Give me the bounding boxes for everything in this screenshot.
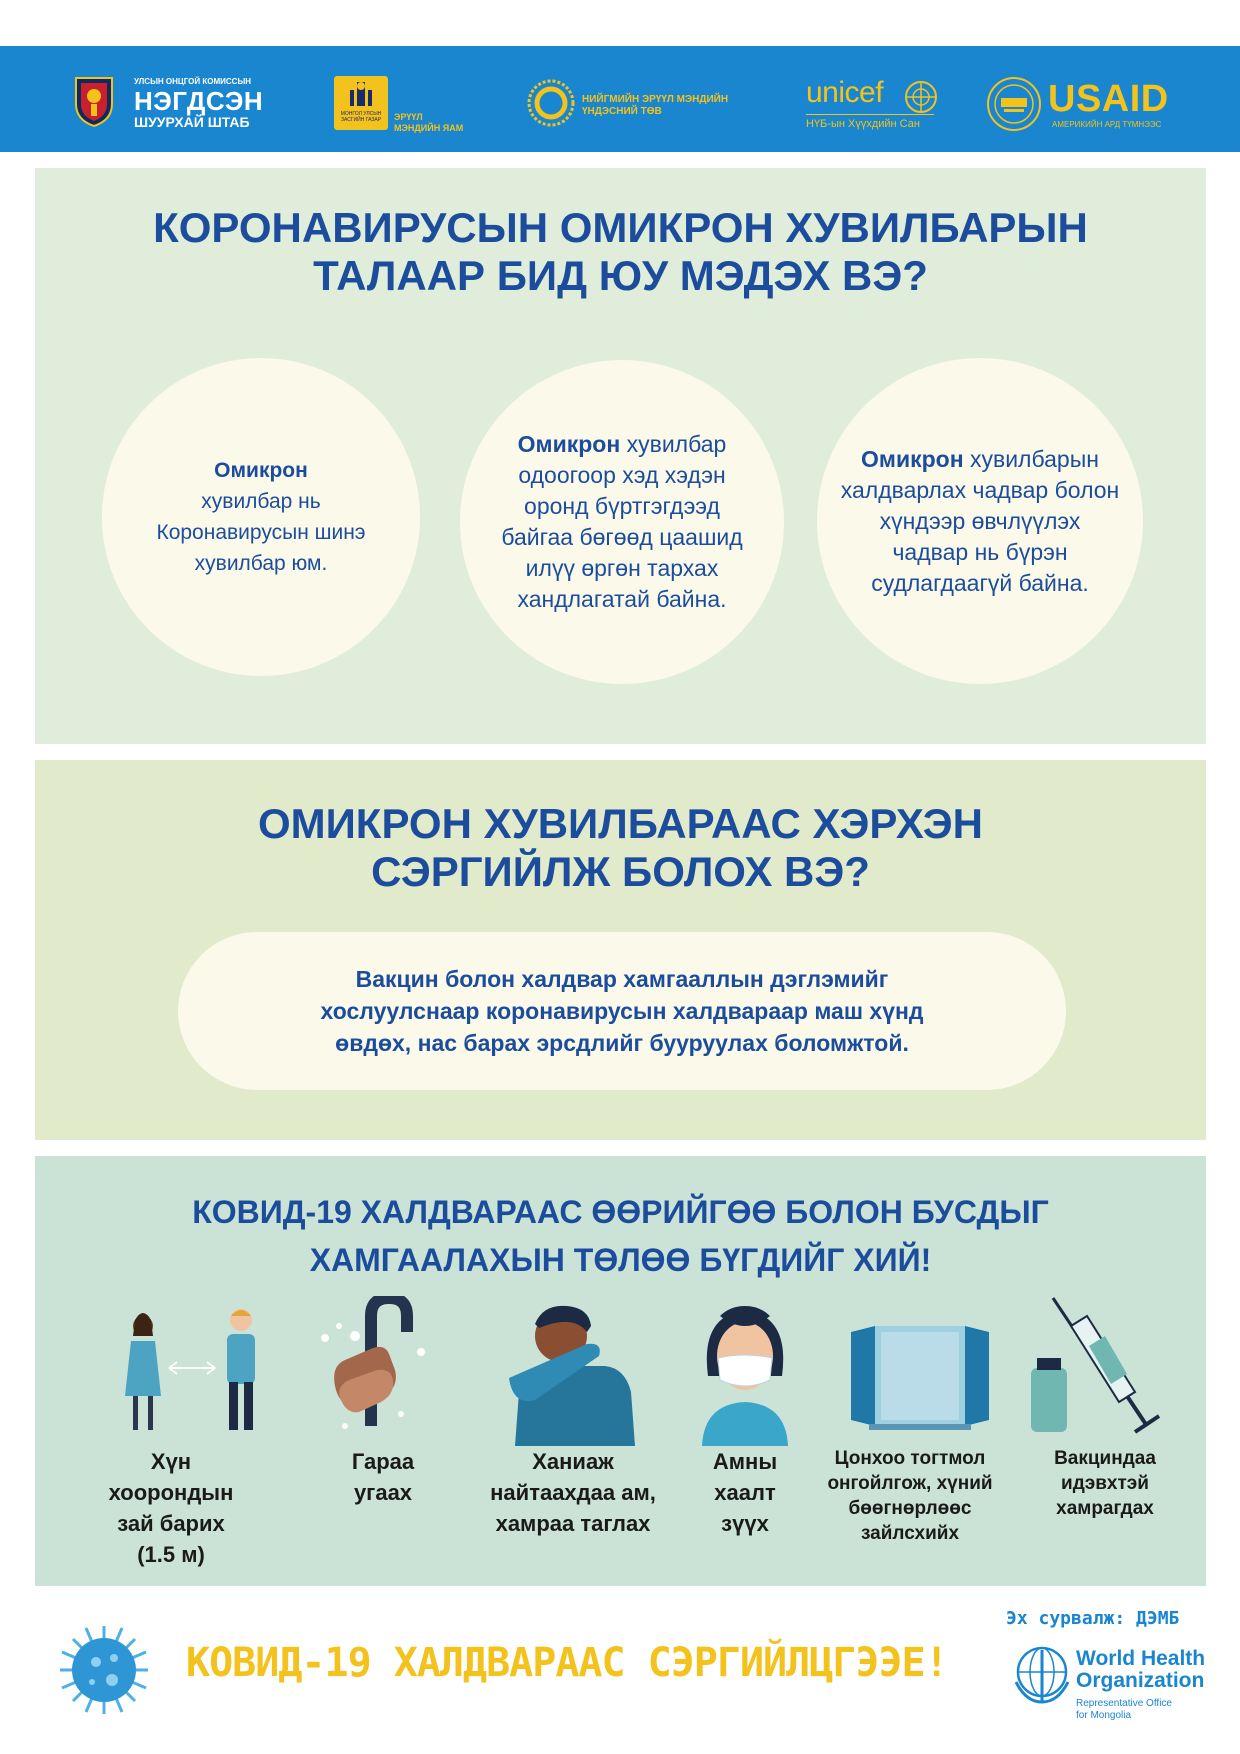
source-label: Эх сурвалж: ДЭМБ <box>1006 1608 1180 1629</box>
who-name-line1: World Health <box>1076 1647 1206 1670</box>
who-name <box>1076 1648 1205 1692</box>
omicron-facts-title <box>35 204 1206 300</box>
unicef-globe-icon <box>904 80 938 114</box>
ministry-name-line2: МЭНДИЙН ЯАМ <box>394 123 464 133</box>
omicron-facts-title-line2: ТАЛААР БИД ЮУ МЭДЭХ ВЭ? <box>313 252 928 299</box>
unicef-subtitle: НҮБ-ын Хүүхдийн Сан <box>806 118 920 130</box>
ngd-subtitle: ШУУРХАЙ ШТАБ <box>134 114 250 130</box>
action-label-4: Амны хаалт зүүх <box>712 1449 778 1536</box>
action-label-3: Ханиаж найтаахдаа ам, хамраа таглах <box>490 1449 656 1536</box>
fact-keyword-1: Омикрон <box>214 459 308 482</box>
prevention-text: Вакцин болон халдвар хамгааллын дэглэмийг хослуулснаар коронавирусын халдвараар маш хүнд өвдөх, нас барах эрсдлийг бууруулах боломжтой. <box>320 966 924 1056</box>
header-bar <box>0 46 1240 152</box>
action-label-1: Хүн хоорондын зай барих (1.5 м) <box>108 1449 234 1567</box>
prevention-section <box>35 760 1206 1140</box>
fact-keyword-3: Омикрон <box>861 445 964 472</box>
action-label-5: Цонхоо тогтмол онгойлгож, хүний бөөгнөрлөөс зайлсхийх <box>827 1448 993 1544</box>
ministry-emblem-icon <box>334 76 388 130</box>
who-name-line2: Organization <box>1076 1669 1205 1692</box>
fact-body-3: хувилбарын халдварлах чадвар болон хүндээр өвчлүүлэх чадвар нь бүрэн судлагдаагүй байна. <box>840 445 1120 596</box>
actions-title-line2: ХАМГААЛАХЫН ТӨЛӨӨ БҮГДИЙГ ХИЙ! <box>309 1242 932 1278</box>
actions-section <box>35 1156 1206 1586</box>
nert-name-line2: ҮНДЭСНИЙ ТӨВ <box>582 106 662 117</box>
ministry-logo <box>334 76 484 132</box>
nert-ring-icon <box>526 78 576 128</box>
prevention-callout <box>178 932 1066 1090</box>
fact-keyword-2: Омикрон <box>517 431 621 457</box>
distance-icon <box>105 1296 275 1446</box>
unicef-logo <box>806 76 946 134</box>
prevention-title <box>35 800 1206 896</box>
fact-body-1: хувилбар нь Коронавирусын шинэ хувилбар юм. <box>156 490 366 575</box>
ngd-logo <box>72 74 272 130</box>
who-office-line2: for Mongolia <box>1076 1710 1132 1721</box>
who-office-line1: Representative Office <box>1076 1698 1172 1709</box>
prevention-title-line2: СЭРГИЙЛЖ БОЛОХ ВЭ? <box>371 848 870 895</box>
ministry-name <box>394 112 463 134</box>
ministry-name-line1: ЭРҮҮЛ <box>394 112 423 122</box>
who-office <box>1076 1698 1172 1722</box>
actions-title <box>35 1188 1206 1284</box>
unicef-wordmark: unicef <box>806 76 884 109</box>
ngd-shield-icon <box>72 74 116 128</box>
ngd-title: НЭГДСЭН <box>134 86 264 116</box>
fact-text-3 <box>840 444 1120 599</box>
omicron-facts-title-line1: КОРОНАВИРУСЫН ОМИКРОН ХУВИЛБАРЫН <box>153 204 1088 251</box>
action-label-6: Вакциндаа идэвхтэй хамрагдах <box>1054 1448 1156 1519</box>
vaccine-icon <box>1025 1296 1165 1446</box>
unicef-divider <box>806 114 934 115</box>
usaid-seal-icon <box>986 76 1042 132</box>
ministry-emblem-caption: МОНГОЛ УЛСЫН ЗАСГИЙН ГАЗАР <box>340 111 382 123</box>
virus-icon <box>56 1622 152 1718</box>
actions-title-line1: КОВИД-19 ХАЛДВАРААС ӨӨРИЙГӨӨ БОЛОН БУСДЫГ <box>192 1194 1049 1230</box>
omicron-facts-section <box>35 168 1206 744</box>
nert-name <box>582 94 728 118</box>
usaid-logo <box>986 76 1186 136</box>
fact-text-2 <box>492 429 752 615</box>
handwash-icon <box>315 1296 445 1446</box>
fact-body-2: хувилбар одоогоор хэд хэдэн оронд бүртгэгдээд байгаа бөгөөд цаашид илүү өргөн тархах хандлагатай байна. <box>501 431 743 612</box>
nert-name-line1: НИЙГМИЙН ЭРҮҮЛ МЭНДИЙН <box>582 94 729 105</box>
fact-circle-1 <box>102 358 420 676</box>
who-emblem-icon <box>1010 1642 1074 1706</box>
nert-logo <box>526 78 736 130</box>
ngd-caption: УЛСЫН ОНЦГОЙ КОМИССЫН <box>134 77 252 86</box>
action-label-2: Гараа угаах <box>351 1449 415 1505</box>
mask-icon <box>690 1296 800 1446</box>
fact-text-1 <box>146 455 376 579</box>
footer-slogan: КОВИД-19 ХАЛДВАРААС СЭРГИЙЛЦГЭЭЕ! <box>186 1640 948 1686</box>
usaid-wordmark: USAID <box>1048 78 1169 120</box>
cough-cover-icon <box>495 1296 645 1446</box>
fact-circle-2 <box>460 360 784 684</box>
fact-circle-3 <box>817 358 1143 684</box>
usaid-subtitle: АМЕРИКИЙН АРД ТҮМНЭЭС <box>1052 120 1162 129</box>
window-icon <box>845 1296 995 1446</box>
prevention-title-line1: ОМИКРОН ХУВИЛБАРААС ХЭРХЭН <box>257 800 984 847</box>
